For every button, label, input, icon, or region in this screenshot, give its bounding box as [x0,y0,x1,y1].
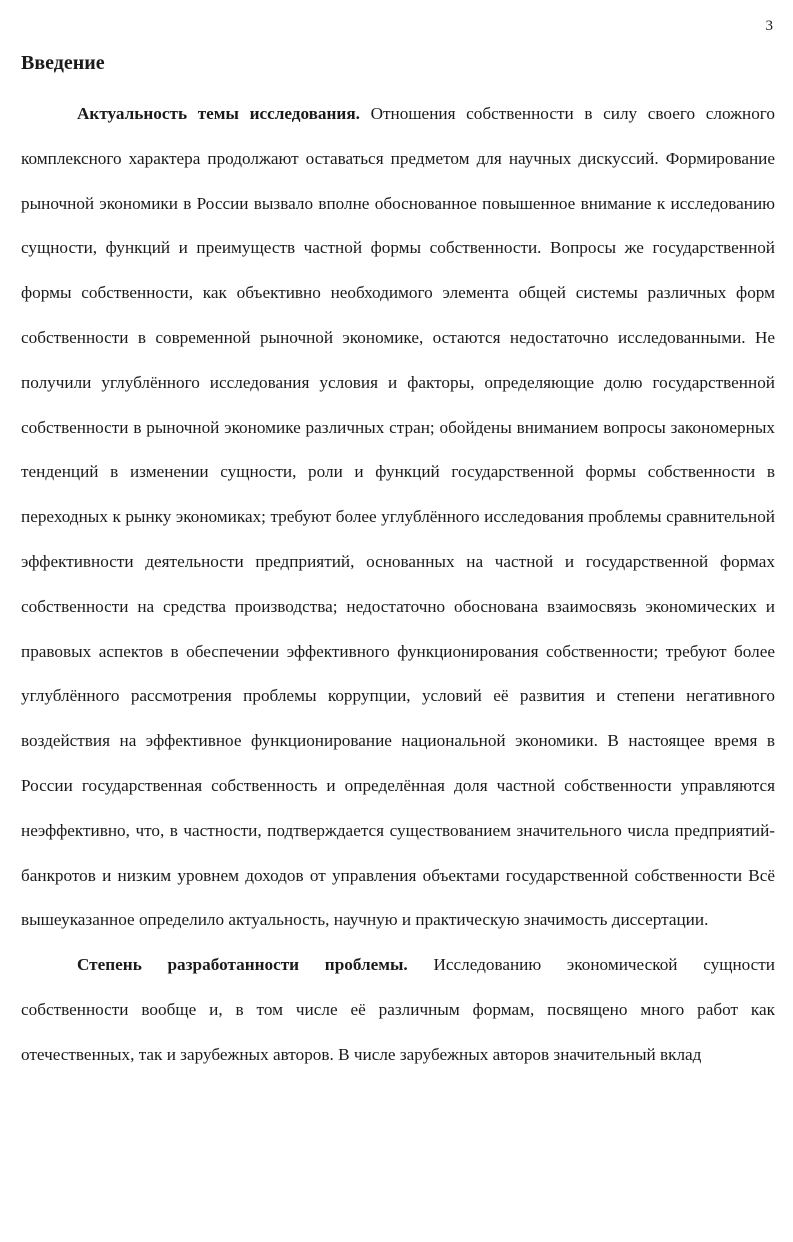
paragraph-development [21,943,775,1077]
paragraph-body: Исследованию экономической сущности собственности вообще и, в том числе её различным формам, посвящено много работ как отечественных, так и зарубежных авторов. В числе зарубежных авторов значительный вклад [21,955,776,1064]
paragraph-lead: Степень разработанности проблемы. [77,955,408,975]
paragraph-body: Отношения собственности в силу своего сложного комплексного характера продолжают оставаться предметом для научных дискуссий. Формирование рыночной экономики в России вызвало вполне обоснованное повышенное внимание к исследованию сущности, функций и преимуществ частной формы собственности. Вопросы же государственной формы собственности, как объективно необходимого элемента общей системы различных форм собственности в современной рыночной экономике, остаются недостаточно исследованными. Не получили углублённого исследования условия и факторы, определяющие долю государственной собственности в рыночной экономике различных стран; обойдены вниманием вопросы закономерных тенденций в изменении сущности, роли и функций государственной формы собственности в переходных к рынку экономиках; требуют более углублённого исследования проблемы сравнительной эффективности деятельности предприятий, основанных на частной и государственной формах собственности на средства производства; недостаточно обоснована взаимосвязь экономических и правовых аспектов в обеспечении эффективного функционирования собственности; требуют более углублённого рассмотрения проблемы коррупции, условий её развития и степени негативного воздействия на эффективное функционирование национальной экономики. В настоящее время в России государственная собственность и определённая доля частной собственности управляются неэффективно, что, в частности, подтверждается существованием значительного числа предприятий-банкротов и низким уровнем доходов от управления объектами государственной собственности Всё вышеуказанное определило актуальность, научную и практическую значимость диссертации. [21,104,776,930]
paragraph-lead: Актуальность темы исследования. [77,104,360,123]
paragraph-relevance [21,92,775,943]
body-text [21,92,775,1078]
section-heading: Введение [21,52,105,74]
page-number: 3 [765,18,773,34]
